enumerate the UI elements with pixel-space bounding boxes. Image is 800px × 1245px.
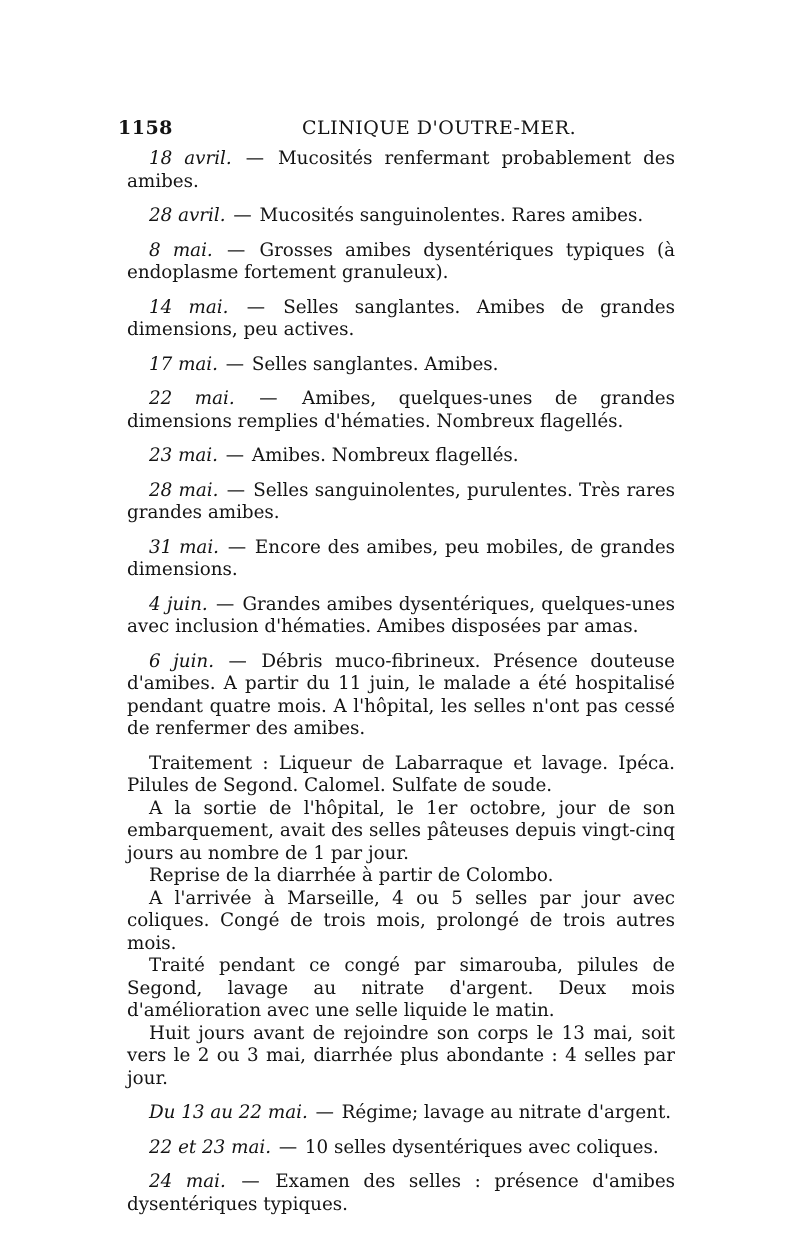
- entry-text: Selles sanglantes. Amibes.: [251, 353, 499, 375]
- entry-text: Selles sanglantes. Amibes de grandes dimensions, peu actives.: [127, 296, 675, 340]
- entry-date: 31 mai.: [149, 536, 219, 558]
- entry-date: 14 mai.: [149, 296, 229, 318]
- entry-separator: —: [226, 479, 245, 501]
- observation-entry: [127, 205, 675, 228]
- entry-text: Grandes amibes dysentériques, quelques-unes avec inclusion d'hématies. Amibes disposées par amas.: [127, 593, 675, 637]
- entry-text: Amibes. Nombreux flagellés.: [251, 445, 519, 466]
- body-paragraph: A l'arrivée à Marseille, 4 ou 5 selles par jour avec coliques. Congé de trois mois, prolongé de trois autres mois.: [127, 887, 675, 954]
- running-title: CLINIQUE D'OUTRE-MER.: [302, 117, 577, 139]
- observation-entry: [127, 354, 675, 377]
- entry-separator: —: [278, 1136, 298, 1158]
- observation-entry: [127, 445, 675, 468]
- entry-text: Débris muco-fibrineux. Présence douteuse d'amibes. A partir du 11 juin, le malade a été hospitalisé pendant quatre mois. A l'hôpital, les selles n'ont pas cessé de renfermer des amibes.: [127, 650, 676, 739]
- treatment-paragraphs: [127, 753, 675, 1091]
- body-paragraph: Huit jours avant de rejoindre son corps le 13 mai, soit vers le 2 ou 3 mai, diarrhée plus abondante : 4 selles par jour.: [127, 1022, 675, 1089]
- entry-text: Examen des selles : présence d'amibes dysentériques typiques.: [127, 1171, 676, 1215]
- observation-entry: [127, 297, 675, 342]
- entry-separator: —: [225, 445, 245, 466]
- entry-separator: —: [228, 650, 247, 672]
- observation-entry: [127, 148, 675, 193]
- entry-date: 22 mai.: [149, 388, 235, 409]
- entry-text: Amibes, quelques-unes de grandes dimensions remplies d'hématies. Nombreux flagellés.: [127, 388, 675, 432]
- entry-date: 22 et 23 mai.: [149, 1136, 272, 1158]
- entry-text: Mucosités renfermant probablement des amibes.: [127, 148, 676, 192]
- entry-text: Encore des amibes, peu mobiles, de grandes dimensions.: [127, 536, 676, 580]
- observation-entries: [127, 148, 675, 741]
- observation-entry: [127, 1102, 675, 1125]
- observation-entry: [127, 1137, 675, 1160]
- entry-date: 28 mai.: [149, 479, 219, 501]
- body-paragraph: Traitement : Liqueur de Labarraque et lavage. Ipéca. Pilules de Segond. Calomel. Sulfate de soude.: [127, 752, 675, 796]
- entry-date: 8 mai.: [149, 239, 213, 261]
- body-paragraph: A la sortie de l'hôpital, le 1er octobre, jour de son embarquement, avait des selles pâteuses depuis vingt-cinq jours au nombre de 1 par jour.: [127, 797, 675, 864]
- entry-text: Régime; lavage au nitrate d'argent.: [341, 1102, 672, 1123]
- observation-entry: [127, 537, 675, 582]
- observation-entry: [127, 240, 675, 285]
- body-paragraph: Reprise de la diarrhée à partir de Colombo.: [149, 865, 554, 886]
- observation-entry: [127, 388, 675, 433]
- entry-text: Mucosités sanguinolentes. Rares amibes.: [259, 205, 644, 226]
- page-body: [127, 148, 675, 1228]
- entry-separator: —: [233, 205, 252, 226]
- entry-separator: —: [225, 353, 245, 375]
- final-observation-entries: [127, 1102, 675, 1216]
- entry-text: Grosses amibes dysentériques typiques (à endoplasme fortement granuleux).: [127, 239, 675, 283]
- entry-date: 18 avril.: [149, 148, 232, 169]
- entry-separator: —: [227, 536, 247, 558]
- page-number: 1158: [118, 117, 173, 139]
- observation-entry: [127, 480, 675, 525]
- entry-date: 28 avril.: [149, 205, 226, 226]
- entry-date: 17 mai.: [149, 353, 218, 375]
- observation-entry: [127, 1171, 675, 1216]
- observation-entry: [127, 594, 675, 639]
- entry-separator: —: [246, 296, 265, 318]
- entry-text: 10 selles dysentériques avec coliques.: [304, 1136, 659, 1158]
- entry-date: 24 mai.: [149, 1171, 226, 1192]
- entry-date: 6 juin.: [149, 650, 215, 672]
- entry-separator: —: [315, 1102, 334, 1123]
- entry-date: 4 juin.: [149, 593, 208, 615]
- entry-text: Selles sanguinolentes, purulentes. Très rares grandes amibes.: [127, 479, 676, 523]
- entry-separator: —: [245, 148, 264, 169]
- entry-separator: —: [259, 388, 278, 409]
- observation-entry: [127, 651, 675, 741]
- entry-date: 23 mai.: [149, 445, 218, 466]
- page-header: [118, 117, 678, 147]
- body-paragraph: Traité pendant ce congé par simarouba, pilules de Segond, lavage au nitrate d'argent. Deux mois d'amélioration avec une selle liquide le matin.: [127, 955, 675, 1021]
- entry-separator: —: [241, 1171, 260, 1192]
- entry-separator: —: [215, 593, 235, 615]
- entry-separator: —: [226, 239, 246, 261]
- entry-date: Du 13 au 22 mai.: [149, 1102, 308, 1123]
